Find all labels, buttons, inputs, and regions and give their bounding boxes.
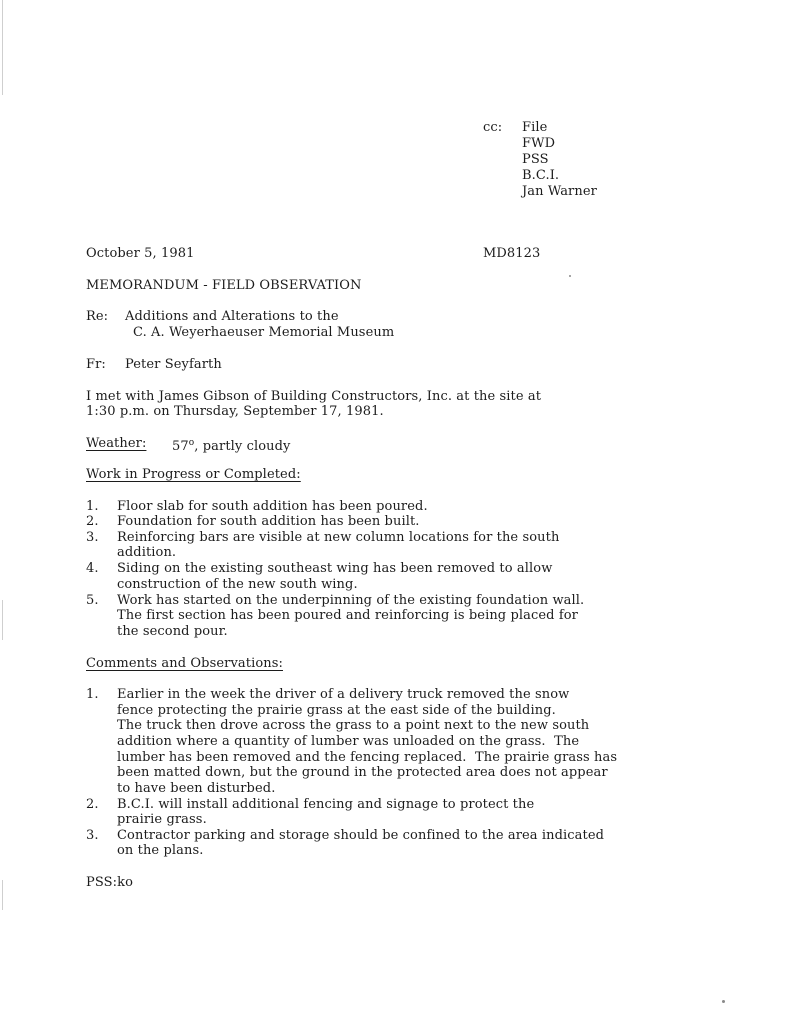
- comment-item-line: prairie grass.: [117, 812, 207, 827]
- re-label: Re:: [86, 309, 109, 324]
- scan-speck: [722, 1000, 725, 1003]
- comment-item-line: Contractor parking and storage should be confined to the area indicated: [117, 828, 605, 843]
- cc-recipient: File: [522, 120, 548, 135]
- work-item-line: Work has started on the underpinning of the existing foundation wall.: [117, 593, 585, 608]
- cc-label: cc:: [483, 120, 503, 135]
- comment-item-line: lumber has been removed and the fencing replaced. The prairie grass has: [117, 750, 618, 765]
- comment-item-line: on the plans.: [117, 843, 204, 858]
- work-item-line: The first section has been poured and reinforcing is being placed for: [117, 608, 578, 623]
- intro-line: I met with James Gibson of Building Constructors, Inc. at the site at: [86, 389, 542, 404]
- cc-recipient: FWD: [522, 136, 556, 151]
- cc-recipient: Jan Warner: [522, 184, 597, 199]
- comment-item-number: 1.: [86, 687, 99, 702]
- comment-item-number: 3.: [86, 828, 99, 843]
- scan-edge-line: [2, 0, 3, 95]
- memo-initials: PSS:ko: [86, 875, 134, 890]
- weather-label: Weather:: [86, 436, 147, 451]
- work-item-line: the second pour.: [117, 624, 228, 639]
- comment-item-line: The truck then drove across the grass to a point next to the new south: [117, 718, 590, 733]
- work-item-number: 5.: [86, 593, 99, 608]
- work-item-line: Reinforcing bars are visible at new column locations for the south: [117, 530, 560, 545]
- cc-recipient: PSS: [522, 152, 549, 167]
- comment-item-line: B.C.I. will install additional fencing and signage to protect the: [117, 797, 535, 812]
- comment-item-line: been matted down, but the ground in the protected area does not appear: [117, 765, 608, 780]
- fr-name: Peter Seyfarth: [125, 357, 222, 372]
- weather-value: [172, 436, 291, 455]
- work-item-line: Floor slab for south addition has been poured.: [117, 499, 428, 514]
- memo-id: MD8123: [483, 246, 541, 261]
- work-item-line: construction of the new south wing.: [117, 577, 358, 592]
- work-item-number: 2.: [86, 514, 99, 529]
- re-line: Additions and Alterations to the: [125, 309, 339, 324]
- comment-item-line: addition where a quantity of lumber was unloaded on the grass. The: [117, 734, 580, 749]
- comment-item-number: 2.: [86, 797, 99, 812]
- work-item-number: 1.: [86, 499, 99, 514]
- work-heading: Work in Progress or Completed:: [86, 467, 301, 482]
- cc-recipient: B.C.I.: [522, 168, 560, 183]
- re-line: C. A. Weyerhaeuser Memorial Museum: [133, 325, 395, 340]
- comment-item-line: to have been disturbed.: [117, 781, 276, 796]
- work-item-number: 4.: [86, 561, 99, 576]
- memo-date: October 5, 1981: [86, 246, 195, 261]
- work-item-line: Foundation for south addition has been built.: [117, 514, 420, 529]
- comment-item-line: Earlier in the week the driver of a delivery truck removed the snow: [117, 687, 570, 702]
- weather-degree: o: [188, 438, 195, 448]
- scan-edge-line: [2, 600, 3, 640]
- work-item-line: addition.: [117, 545, 177, 560]
- weather-temperature: 57: [172, 439, 189, 454]
- comments-heading: Comments and Observations:: [86, 656, 283, 671]
- memo-title: MEMORANDUM - FIELD OBSERVATION: [86, 278, 362, 293]
- intro-line: 1:30 p.m. on Thursday, September 17, 1981.: [86, 404, 384, 419]
- scan-speck: [569, 275, 571, 277]
- work-item-line: Siding on the existing southeast wing has been removed to allow: [117, 561, 553, 576]
- work-item-number: 3.: [86, 530, 99, 545]
- fr-label: Fr:: [86, 357, 106, 372]
- scan-edge-line: [2, 880, 3, 910]
- comment-item-line: fence protecting the prairie grass at the east side of the building.: [117, 703, 556, 718]
- weather-condition: , partly cloudy: [194, 439, 291, 454]
